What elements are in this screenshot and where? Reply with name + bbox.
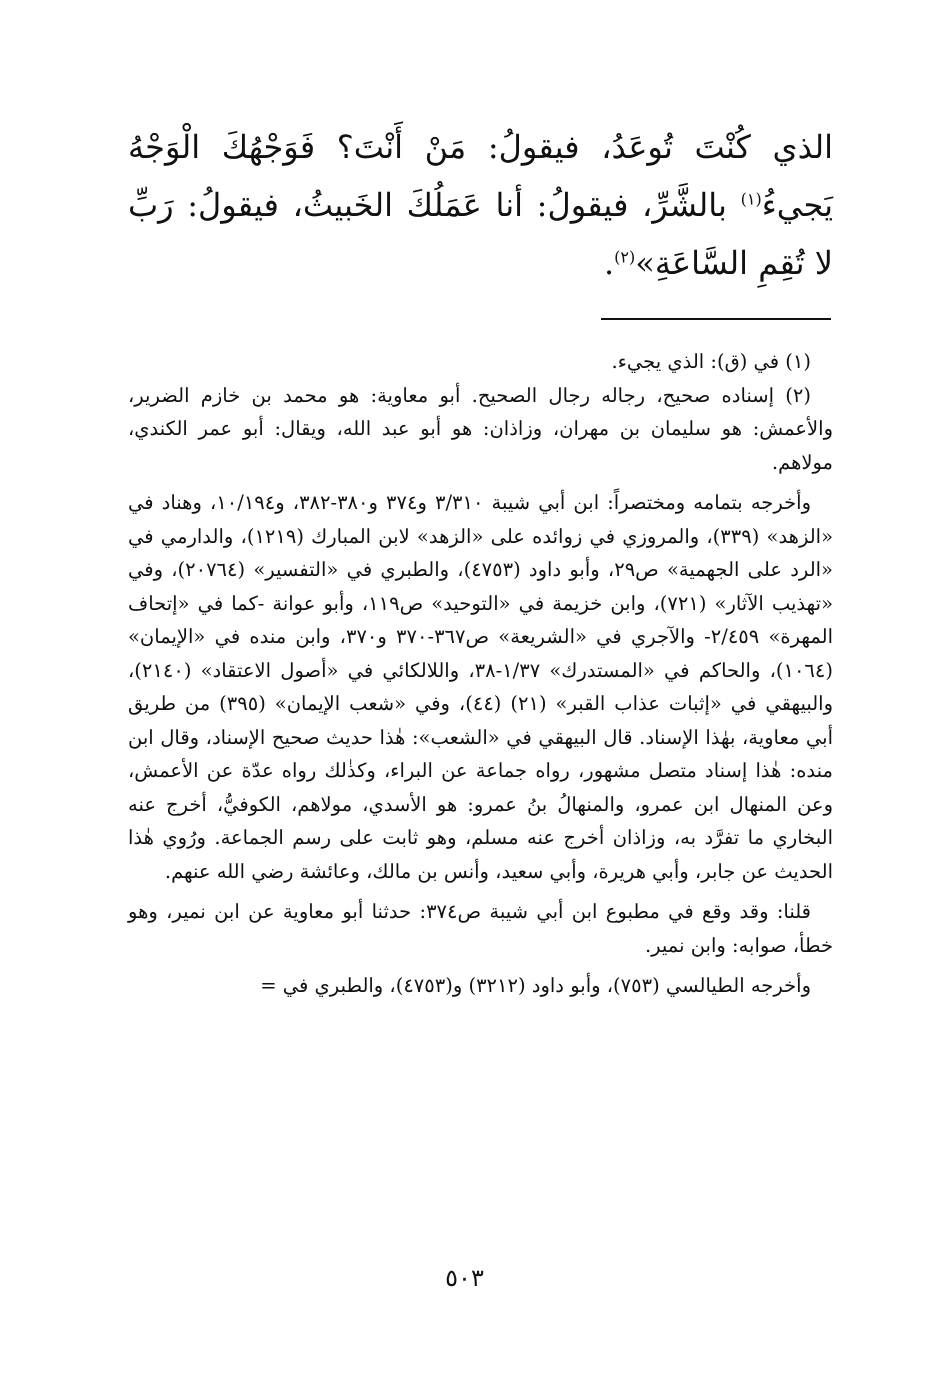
footnote-ref-2: (٢) [614, 247, 636, 267]
main-text-paragraph [128, 118, 833, 292]
footnote-2-sources: وأخرجه بتمامه ومختصراً: ابن أبي شيبة ٣/٣١٠ و٣٧٤ و٣٨٠-٣٨٢، و١٠/١٩٤، وهناد في «الزهد» (٣٣٩)، والمروزي في زوائده على «الزهد» لابن المبارك (١٢١٩)، والدارمي في «الرد على الجهمية» ص٢٩، وأبو داود (٤٧٥٣)، والطبري في «التفسير» (٢٠٧٦٤)، وفي «تهذيب الآثار» (٧٢١)، وابن خزيمة في «التوحيد» ص١١٩، وأبو عوانة -كما في «إتحاف المهرة» ٢/٤٥٩- والآجري في «الشريعة» ص٣٦٧-٣٧٠ و٣٧٠، وابن منده في «الإيمان» (١٠٦٤)، والحاكم في «المستدرك» ١/٣٧-٣٨، واللالكائي في «أصول الاعتقاد» (٢١٤٠)، والبيهقي في «إثبات عذاب القبر» (٢١) (٤٤)، وفي «شعب الإيمان» (٣٩٥) من طريق أبي معاوية، بهٰذا الإسناد. قال البيهقي في «الشعب»: هٰذا حديث صحيح الإسناد، وقال ابن منده: هٰذا إسناد متصل مشهور، رواه جماعة عن البراء، وكذٰلك رواه عدّة عن الأعمش، وعن المنهال ابن عمرو، والمنهالُ بنُ عمرو: هو الأسدي، مولاهم، الكوفيُّ، أخرج عنه البخاري ما تفرَّد به، وزاذان أخرج عنه مسلم، وهو ثابت على رسم الجماعة. ورُوي هٰذا الحديث عن جابر، وأبي هريرة، وأبي سعيد، وأنس بن مالك، وعائشة رضي الله عنهم. [128, 491, 834, 883]
main-text-end-mark: . [603, 244, 615, 282]
footnote-1: (١) في (ق): الذي يجيء. [611, 350, 811, 373]
footnote-separator [601, 318, 831, 320]
main-text-line-2: بالشَّرِّ، فيقولُ: أنا عَمَلُكَ الخَبيثُ، فيقولُ: رَبِّ لا تُقِمِ [128, 186, 833, 282]
main-text [128, 118, 833, 292]
footnotes [128, 345, 833, 1003]
page-number: ٥٠٣ [445, 1264, 484, 1292]
footnote-2-note: قلنا: وقد وقع في مطبوع ابن أبي شيبة ص٣٧٤: حدثنا أبو معاوية عن ابن نمير، وهو خطأ، صوابه: وابن نمير. [128, 900, 833, 957]
main-text-line-1: الذي كُنْتَ تُوعَدُ، فيقولُ: مَنْ أَنْتَ؟ فَوَجْهُكَ الْوَجْهُ يَجيءُ [128, 128, 834, 224]
footnote-2: (٢) إسناده صحيح، رجاله رجال الصحيح. أبو معاوية: هو محمد بن خازم الضرير، والأعمش: هو سليمان بن مهران، وزاذان: هو أبو عبد الله، ويقال: أبو عمر الكندي، مولاهم. [128, 383, 833, 474]
footnote-2-continuation: وأخرجه الطيالسي (٧٥٣)، وأبو داود (٣٢١٢) و(٤٧٥٣)، والطبري في = [260, 974, 811, 997]
main-text-line-3: السَّاعَةِ» [635, 244, 749, 282]
footnote-ref-1: (١) [740, 189, 762, 209]
